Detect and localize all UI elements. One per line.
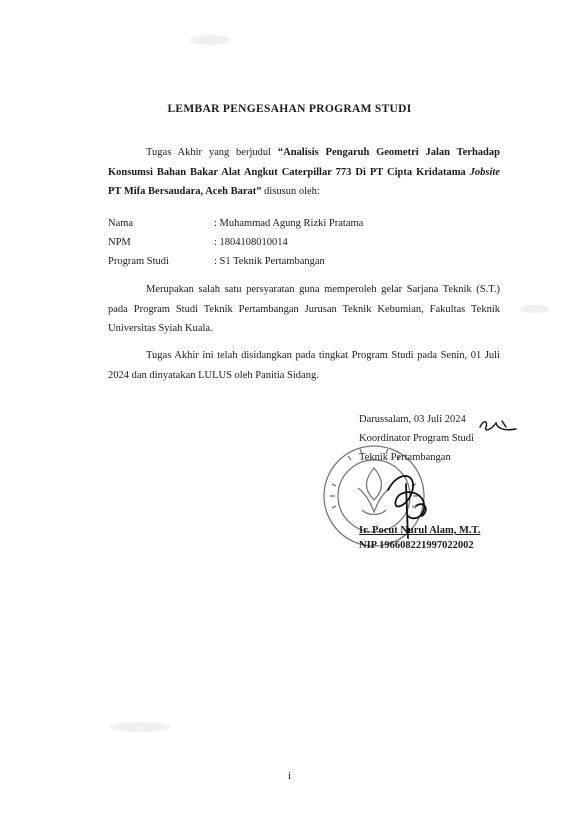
signatory-nip: NIP 196608221997022002 [359, 540, 474, 551]
study-program: Teknik Pertambangan [359, 452, 451, 463]
place-date: Darussalam, 03 Juli 2024 [359, 414, 466, 425]
identity-label: NPM [108, 237, 131, 248]
intro-lead: Tugas Akhir yang berjudul [146, 147, 278, 158]
defense-text: Tugas Akhir ini telah disidangkan pada tingkat Program Studi pada Senin, 01 Juli 2024 dan dinyatakan LULUS oleh Panitia Sidang. [108, 350, 500, 381]
thesis-title-part-a: “Analisis Pengaruh Geometri Jalan Terhadap Konsumsi Bahan Bakar Alat Angkut Caterpillar 773 Di PT Cipta Kridatama [108, 147, 500, 178]
intro-paragraph [108, 143, 500, 202]
thesis-title-italic: Jobsite [469, 166, 500, 178]
scan-smudge [190, 35, 230, 45]
identity-row-name [108, 214, 363, 233]
requirement-paragraph [108, 280, 500, 339]
identity-value: : Muhammad Agung Rizki Pratama [214, 218, 364, 229]
signature-block [359, 410, 549, 551]
defense-paragraph [108, 346, 500, 385]
requirement-text: Merupakan salah satu persyaratan guna memperoleh gelar Sarjana Teknik (S.T.) pada Program Studi Teknik Pertambangan Jurusan Teknik Kebumian, Fakultas Teknik Universitas Syiah Kuala. [108, 284, 500, 334]
student-identity-table [108, 214, 363, 271]
identity-row-program [108, 252, 363, 271]
identity-value: : S1 Teknik Pertambangan [214, 256, 325, 267]
thesis-title-part-b: PT Mifa Bersaudara, Aceh Barat” [108, 186, 262, 197]
intro-tail: disusun oleh: [261, 186, 320, 197]
identity-label: Nama [108, 218, 134, 229]
identity-label: Program Studi [108, 256, 169, 267]
scan-smudge [520, 305, 550, 313]
document-title: LEMBAR PENGESAHAN PROGRAM STUDI [167, 103, 412, 115]
scan-smudge [110, 722, 170, 732]
coordinator-role: Koordinator Program Studi [359, 433, 474, 444]
page-number: i [287, 770, 292, 782]
identity-row-npm [108, 233, 363, 252]
signatory-name: Ir. Pocut Nurul Alam, M.T. [359, 525, 481, 536]
identity-value: : 1804108010014 [214, 237, 288, 248]
